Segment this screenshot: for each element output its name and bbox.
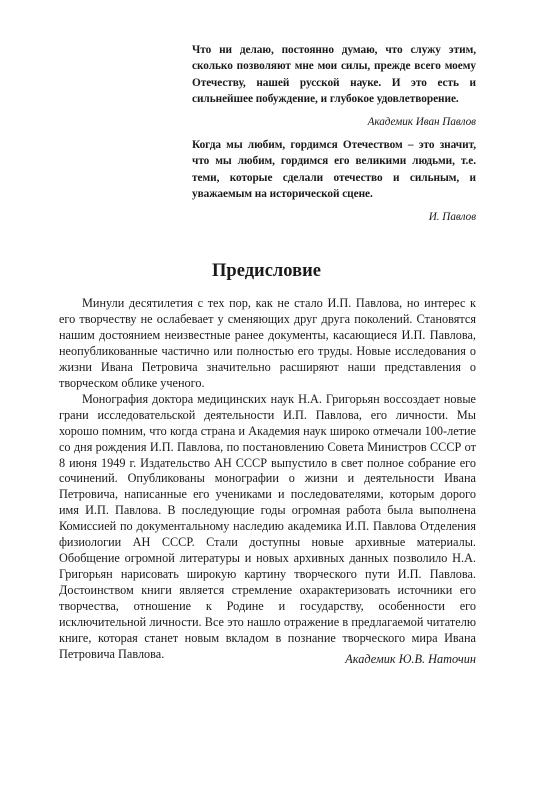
epigraph-2 [192, 137, 476, 224]
paragraph-1: Минули десятилетия с тех пор, как не стало И.П. Павлова, но интерес к его творчеству не ослабевает у сменяющих друг друга поколений. Становятся нашим достоянием неизвестные ранее документы, касающиеся И.П. Павлова, неопубликованные частично или полностью его труды. Новые исследования о жизни Ивана Петровича значительно расширяют наши представления о творческом облике ученого. [59, 296, 476, 390]
page-title: Предисловие [212, 261, 321, 281]
epigraph-1-attribution: Академик Иван Павлов [367, 115, 476, 128]
signature: Академик Ю.В. Наточин [345, 652, 476, 666]
epigraph-2-attribution: И. Павлов [428, 210, 476, 223]
epigraph-2-text: Когда мы любим, гордимся Отечеством – это значит, что мы любим, гордимся его великими людьми, т.е. теми, которые сделали отечество и сильным, и уважаемым на исторической сцене. [192, 139, 476, 201]
epigraph-1-text: Что ни делаю, постоянно думаю, что служу этим, сколько позволяют мне мои силы, прежде всего моему Отечеству, нашей русской науке. И это есть и сильнейшее побуждение, и глубокое удовлетворение. [192, 44, 476, 106]
paragraph-2: Монография доктора медицинских наук Н.А. Григорьян воссоздает новые грани исследовательской деятельности И.П. Павлова, его личности. Мы хорошо помним, что когда страна и Академия наук широко отмечали 100-летие со дня рождения И.П. Павлова, по постановлению Совета Министров СССР от 8 июня 1949 г. Издательство АН СССР выпустило в свет полное собрание его сочинений. Опубликованы монографии о жизни и деятельности Ивана Петровича, написанные его учениками и последователями, которым дорого имя И.П. Павлова. В последующие годы огромная работа была выполнена Комиссией по документальному наследию академика И.П. Павлова Отделения физиологии АН СССР. Стали доступны новые архивные материалы. Обобщение огромной литературы и новых архивных данных позволило Н.А. Григорьян нарисовать широкую картину творческого пути И.П. Павлова. Достоинством книги является стремление охарактеризовать источники его творчества, отношение к Родине и государству, особенности его исключительной личности. Все это нашло отражение в предлагаемой читателю книге, которая станет новым вкладом в познание творческого мира Ивана Петровича Павлова. [59, 391, 476, 661]
preface-body [59, 296, 476, 663]
epigraph-1 [192, 42, 476, 129]
